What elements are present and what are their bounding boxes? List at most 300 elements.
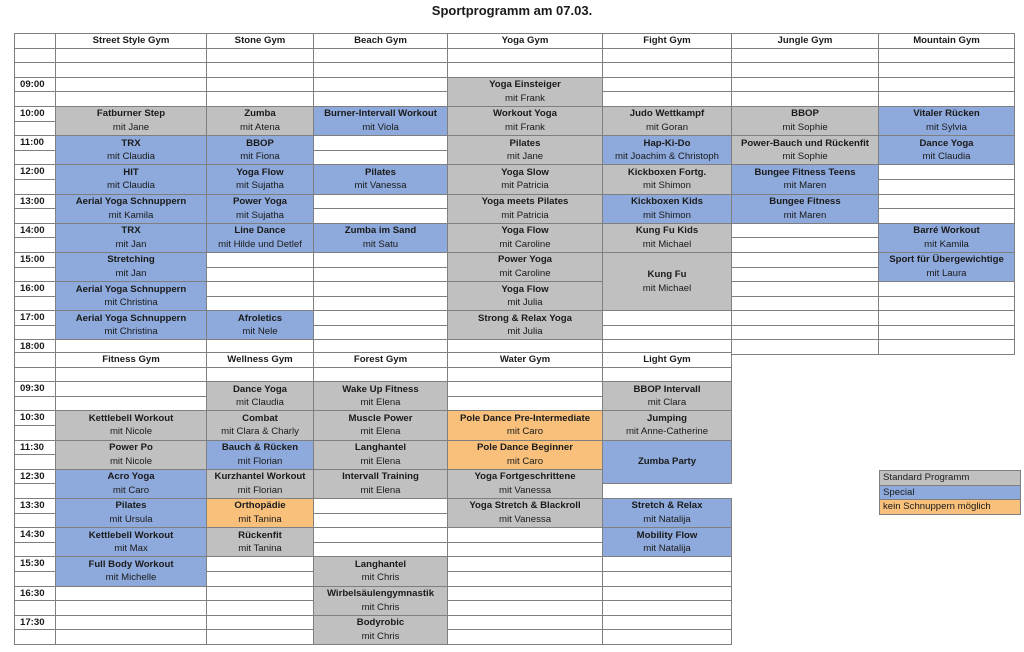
empty-cell — [448, 601, 603, 616]
class-cell[interactable] — [732, 106, 879, 135]
class-instructor: mit Caro — [506, 426, 544, 438]
class-instructor: mit Viola — [362, 122, 399, 134]
empty-cell — [448, 615, 603, 630]
legend-row — [880, 471, 1021, 486]
table-row — [15, 282, 1015, 297]
time-slot: 10:30 — [15, 411, 56, 426]
class-instructor: mit Elena — [360, 484, 401, 496]
empty-cell — [207, 267, 314, 282]
class-cell[interactable] — [207, 106, 314, 135]
class-name: Zumba Party — [637, 455, 697, 467]
class-name: BBOP — [791, 108, 819, 120]
class-instructor: mit Clara & Charly — [221, 426, 299, 438]
class-name: Power-Bauch und Rückenfit — [741, 137, 869, 149]
class-instructor: mit Hilde und Detlef — [218, 238, 302, 250]
class-instructor: mit Vanessa — [498, 514, 552, 526]
class-cell[interactable] — [603, 498, 732, 527]
empty-cell — [732, 48, 879, 63]
class-cell[interactable] — [207, 223, 314, 252]
class-cell[interactable] — [207, 498, 314, 527]
time-slot-empty — [15, 150, 56, 165]
class-name: Combat — [242, 412, 278, 424]
class-cell[interactable] — [314, 469, 448, 498]
class-cell[interactable] — [56, 165, 207, 194]
empty-cell — [56, 586, 207, 601]
class-cell[interactable] — [732, 136, 879, 165]
time-slot: 17:00 — [15, 311, 56, 326]
class-name: Burner-Intervall Workout — [324, 108, 437, 120]
empty-cell — [56, 367, 207, 382]
empty-cell — [207, 630, 314, 645]
empty-cell — [879, 340, 1015, 355]
empty-cell — [732, 311, 879, 326]
table-row — [15, 586, 732, 601]
class-instructor: mit Sophie — [782, 151, 828, 163]
time-slot: 16:30 — [15, 586, 56, 601]
time-slot: 16:00 — [15, 282, 56, 297]
time-slot-empty — [15, 425, 56, 440]
time-column-header — [15, 353, 56, 368]
class-instructor: mit Shimon — [643, 180, 691, 192]
gym-column-header: Stone Gym — [207, 34, 314, 49]
class-cell[interactable] — [207, 469, 314, 498]
class-name: Hap-Ki-Do — [643, 137, 691, 149]
class-cell[interactable] — [448, 469, 603, 498]
table-row — [15, 528, 732, 543]
class-cell[interactable] — [448, 498, 603, 527]
class-instructor: mit Caroline — [499, 268, 551, 279]
class-instructor: mit Florian — [237, 484, 283, 496]
class-name: Bungee Fitness — [769, 196, 841, 208]
legend-entry: Standard Programm — [880, 471, 1021, 486]
class-instructor: mit Claudia — [107, 151, 155, 163]
class-instructor: mit Julia — [507, 297, 543, 309]
table-row — [15, 136, 1015, 151]
empty-cell — [448, 586, 603, 601]
empty-cell — [448, 571, 603, 586]
class-instructor: mit Shimon — [643, 209, 691, 221]
class-instructor: mit Goran — [645, 122, 689, 134]
empty-cell — [56, 396, 207, 411]
class-instructor: mit Elena — [360, 426, 401, 438]
table-header-row — [15, 353, 732, 368]
class-cell[interactable] — [448, 411, 603, 440]
class-name: Yoga Flow — [501, 283, 549, 295]
empty-cell — [603, 557, 732, 572]
class-name: TRX — [121, 225, 141, 237]
class-instructor: mit Tanina — [238, 543, 282, 555]
empty-cell — [314, 528, 448, 543]
empty-cell — [56, 63, 207, 78]
empty-cell — [603, 311, 732, 326]
class-instructor: mit Claudia — [107, 180, 155, 192]
class-instructor: mit Natalija — [643, 543, 691, 555]
class-name: Kung Fu — [647, 268, 687, 280]
class-name: Langhantel — [354, 558, 407, 570]
class-cell[interactable] — [56, 440, 207, 469]
class-instructor: mit Frank — [505, 122, 545, 134]
empty-cell — [879, 209, 1015, 224]
class-cell[interactable] — [448, 252, 603, 281]
time-slot: 11:30 — [15, 440, 56, 455]
class-instructor: mit Caro — [506, 455, 544, 467]
class-name: Kurzhantel Workout — [214, 471, 306, 483]
empty-cell — [879, 296, 1015, 311]
class-name: Power Yoga — [232, 196, 288, 208]
class-cell[interactable] — [56, 106, 207, 135]
time-slot: 15:00 — [15, 252, 56, 267]
time-slot: 10:00 — [15, 106, 56, 121]
time-slot: 14:00 — [15, 223, 56, 238]
time-slot-empty — [15, 179, 56, 194]
empty-cell — [732, 223, 879, 238]
class-cell[interactable] — [56, 557, 207, 586]
legend-row — [880, 500, 1021, 515]
class-instructor: mit Christina — [104, 297, 158, 309]
time-slot-empty — [15, 267, 56, 282]
empty-cell — [732, 267, 879, 282]
empty-cell — [207, 367, 314, 382]
class-name: Barré Workout — [913, 225, 980, 237]
table-row — [15, 252, 1015, 267]
schedule-table-secondary — [14, 352, 732, 645]
empty-cell — [56, 92, 207, 107]
class-instructor: mit Anne-Catherine — [625, 426, 709, 438]
class-instructor: mit Florian — [237, 455, 283, 467]
class-cell[interactable] — [56, 252, 207, 281]
empty-cell — [314, 296, 448, 311]
table-row — [15, 223, 1015, 238]
class-cell[interactable] — [56, 498, 207, 527]
time-column-header — [15, 34, 56, 49]
class-cell[interactable] — [448, 194, 603, 223]
table-row — [15, 311, 1015, 326]
class-cell[interactable] — [879, 223, 1015, 252]
class-instructor: mit Fiona — [240, 151, 280, 163]
class-name: Jumping — [647, 412, 687, 424]
class-cell[interactable] — [207, 165, 314, 194]
empty-cell — [314, 513, 448, 528]
class-instructor: mit Julia — [507, 326, 543, 338]
gym-column-header: Light Gym — [603, 353, 732, 368]
class-name: Muscle Power — [348, 412, 413, 424]
gym-column-header: Jungle Gym — [732, 34, 879, 49]
class-cell[interactable] — [732, 194, 879, 223]
class-cell[interactable] — [56, 311, 207, 340]
time-slot — [15, 48, 56, 63]
class-name: Acro Yoga — [107, 471, 155, 483]
class-cell[interactable] — [314, 557, 448, 586]
class-name: Bauch & Rücken — [221, 442, 299, 454]
empty-cell — [732, 252, 879, 267]
class-cell[interactable] — [314, 106, 448, 135]
class-cell[interactable] — [314, 586, 448, 615]
class-name: TRX — [121, 137, 141, 149]
table-row — [15, 382, 732, 397]
empty-cell — [56, 382, 207, 397]
class-cell[interactable] — [448, 165, 603, 194]
class-cell[interactable] — [603, 252, 732, 310]
empty-cell — [314, 542, 448, 557]
empty-cell — [207, 571, 314, 586]
empty-cell — [314, 150, 448, 165]
empty-cell — [603, 615, 732, 630]
table-row — [15, 165, 1015, 180]
class-name: Full Body Workout — [88, 558, 174, 570]
class-cell[interactable] — [314, 223, 448, 252]
gym-column-header: Wellness Gym — [207, 353, 314, 368]
time-slot-empty — [15, 571, 56, 586]
empty-cell — [448, 382, 603, 397]
class-instructor: mit Caroline — [499, 238, 551, 250]
empty-cell — [448, 396, 603, 411]
empty-cell — [879, 179, 1015, 194]
schedule-table-main — [14, 33, 1015, 355]
class-instructor: mit Chris — [361, 601, 400, 613]
empty-cell — [879, 48, 1015, 63]
class-instructor: mit Michael — [642, 282, 692, 294]
class-name: Langhantel — [354, 442, 407, 454]
table-header-row — [15, 34, 1015, 49]
time-slot: 15:30 — [15, 557, 56, 572]
class-cell[interactable] — [56, 528, 207, 557]
table-row — [15, 557, 732, 572]
class-name: Kettlebell Workout — [88, 412, 174, 424]
class-cell[interactable] — [448, 106, 603, 135]
empty-cell — [603, 630, 732, 645]
class-instructor: mit Patricia — [501, 180, 549, 192]
gym-column-header: Forest Gym — [314, 353, 448, 368]
class-instructor: mit Elena — [360, 455, 401, 467]
page-title: Sportprogramm am 07.03. — [431, 3, 593, 18]
class-cell[interactable] — [732, 165, 879, 194]
time-slot-empty — [15, 296, 56, 311]
class-instructor: mit Joachim & Christoph — [615, 151, 719, 163]
time-slot: 09:00 — [15, 77, 56, 92]
class-cell[interactable] — [879, 136, 1015, 165]
class-cell[interactable] — [56, 223, 207, 252]
class-name: Wirbelsäulengymnastik — [326, 588, 435, 599]
empty-cell — [314, 282, 448, 297]
class-name: Mobility Flow — [636, 529, 698, 541]
empty-cell — [207, 615, 314, 630]
gym-column-header: Yoga Gym — [448, 34, 603, 49]
empty-cell — [448, 557, 603, 572]
class-instructor: mit Nicole — [109, 426, 153, 438]
class-cell[interactable] — [448, 440, 603, 469]
class-cell[interactable] — [603, 382, 732, 411]
class-instructor: mit Tanina — [238, 514, 282, 526]
class-instructor: mit Sophie — [782, 122, 828, 134]
empty-cell — [448, 630, 603, 645]
class-cell[interactable] — [603, 528, 732, 557]
class-cell[interactable] — [314, 382, 448, 411]
class-cell[interactable] — [603, 411, 732, 440]
empty-cell — [448, 367, 603, 382]
legend-entry: Special — [880, 485, 1021, 500]
empty-cell — [603, 63, 732, 78]
color-legend — [879, 470, 1021, 515]
class-name: Sport für Übergewichtige — [889, 254, 1004, 266]
class-name: Kung Fu Kids — [635, 225, 699, 237]
class-name: Pole Dance Beginner — [477, 442, 573, 454]
time-slot: 18:00 — [15, 340, 56, 355]
class-cell[interactable] — [879, 252, 1015, 281]
empty-cell — [207, 77, 314, 92]
gym-column-header: Mountain Gym — [879, 34, 1015, 49]
class-cell[interactable] — [603, 194, 732, 223]
class-name: Zumba — [244, 108, 276, 120]
empty-cell — [603, 601, 732, 616]
empty-cell — [314, 48, 448, 63]
time-slot-empty — [15, 92, 56, 107]
time-slot-empty — [15, 209, 56, 224]
empty-cell — [732, 63, 879, 78]
class-name: Pilates — [115, 500, 147, 512]
class-cell[interactable] — [448, 311, 603, 340]
class-cell[interactable] — [314, 615, 448, 644]
legend-entry: kein Schnuppern möglich — [880, 500, 1021, 515]
empty-cell — [314, 252, 448, 267]
class-instructor: mit Jane — [506, 151, 544, 163]
class-name: Intervall Training — [342, 471, 419, 483]
class-name: Pole Dance Pre-Intermediate — [459, 412, 591, 424]
empty-cell — [879, 77, 1015, 92]
class-cell[interactable] — [56, 194, 207, 223]
time-slot: 09:30 — [15, 382, 56, 397]
class-instructor: mit Chris — [361, 572, 400, 584]
class-cell[interactable] — [314, 165, 448, 194]
class-instructor: mit Nele — [242, 326, 278, 338]
class-cell[interactable] — [603, 136, 732, 165]
class-cell[interactable] — [56, 282, 207, 311]
class-name: Aerial Yoga Schnuppern — [75, 283, 187, 295]
table-row — [15, 106, 1015, 121]
empty-cell — [603, 48, 732, 63]
time-slot-empty — [15, 455, 56, 470]
time-slot: 13:00 — [15, 194, 56, 209]
gym-column-header: Water Gym — [448, 353, 603, 368]
class-cell[interactable] — [207, 311, 314, 340]
time-slot: 14:30 — [15, 528, 56, 543]
class-instructor: mit Ursula — [109, 514, 153, 526]
empty-cell — [207, 48, 314, 63]
class-cell[interactable] — [448, 136, 603, 165]
class-instructor: mit Maren — [783, 209, 827, 221]
class-name: Yoga meets Pilates — [481, 196, 569, 208]
class-name: Yoga Stretch & Blackroll — [469, 500, 581, 512]
class-cell[interactable] — [603, 223, 732, 252]
class-cell[interactable] — [207, 440, 314, 469]
class-instructor: mit Caro — [112, 484, 150, 496]
class-cell[interactable] — [448, 77, 603, 106]
time-slot-empty — [15, 121, 56, 136]
empty-cell — [314, 63, 448, 78]
class-cell[interactable] — [56, 136, 207, 165]
class-instructor: mit Sylvia — [925, 122, 968, 134]
class-name: Line Dance — [234, 225, 286, 237]
empty-cell — [879, 311, 1015, 326]
time-slot — [15, 367, 56, 382]
class-cell[interactable] — [448, 282, 603, 311]
class-cell[interactable] — [314, 411, 448, 440]
class-cell[interactable] — [207, 411, 314, 440]
class-instructor: mit Natalija — [643, 514, 691, 526]
empty-cell — [603, 325, 732, 340]
class-cell[interactable] — [207, 136, 314, 165]
class-cell[interactable] — [448, 223, 603, 252]
gym-column-header: Street Style Gym — [56, 34, 207, 49]
class-cell[interactable] — [207, 194, 314, 223]
empty-cell — [732, 325, 879, 340]
class-cell[interactable] — [314, 440, 448, 469]
class-cell[interactable] — [879, 106, 1015, 135]
empty-cell — [314, 325, 448, 340]
class-instructor: mit Michael — [642, 238, 692, 250]
empty-cell — [207, 586, 314, 601]
empty-cell — [207, 252, 314, 267]
empty-cell — [314, 367, 448, 382]
class-cell[interactable] — [603, 440, 732, 484]
empty-cell — [314, 267, 448, 282]
empty-cell — [603, 571, 732, 586]
class-name: Yoga Einsteiger — [489, 79, 561, 91]
class-instructor: mit Michelle — [105, 572, 157, 584]
time-slot: 17:30 — [15, 615, 56, 630]
class-name: Kettlebell Workout — [88, 529, 174, 541]
class-name: Rückenfit — [238, 529, 282, 541]
table-row — [15, 498, 732, 513]
class-cell[interactable] — [603, 106, 732, 135]
table-row — [15, 367, 732, 382]
class-instructor: mit Atena — [240, 122, 280, 134]
empty-cell — [732, 77, 879, 92]
class-name: Bungee Fitness Teens — [754, 166, 856, 178]
empty-cell — [56, 48, 207, 63]
class-cell[interactable] — [207, 528, 314, 557]
class-instructor: mit Frank — [505, 92, 545, 104]
time-slot-empty — [15, 513, 56, 528]
class-name: Zumba im Sand — [344, 225, 417, 237]
class-cell[interactable] — [207, 382, 314, 411]
empty-cell — [879, 194, 1015, 209]
empty-cell — [314, 77, 448, 92]
empty-cell — [56, 615, 207, 630]
empty-cell — [207, 92, 314, 107]
time-slot: 11:00 — [15, 136, 56, 151]
time-slot: 13:30 — [15, 498, 56, 513]
class-name: Power Po — [109, 442, 153, 454]
empty-cell — [207, 296, 314, 311]
empty-cell — [314, 209, 448, 224]
class-instructor: mit Jane — [112, 122, 150, 134]
class-instructor: mit Laura — [926, 268, 967, 279]
gym-column-header: Beach Gym — [314, 34, 448, 49]
class-name: Wake Up Fitness — [342, 383, 419, 395]
class-instructor: mit Sujatha — [236, 209, 284, 221]
class-instructor: mit Nicole — [109, 455, 153, 467]
class-cell[interactable] — [56, 469, 207, 498]
legend-row — [880, 485, 1021, 500]
class-cell[interactable] — [56, 411, 207, 440]
empty-cell — [314, 92, 448, 107]
class-name: Yoga Slow — [501, 166, 549, 178]
class-name: Stretching — [107, 254, 155, 266]
class-instructor: mit Elena — [360, 397, 401, 409]
time-slot-empty — [15, 542, 56, 557]
class-cell[interactable] — [603, 165, 732, 194]
class-name: Dance Yoga — [919, 137, 974, 149]
